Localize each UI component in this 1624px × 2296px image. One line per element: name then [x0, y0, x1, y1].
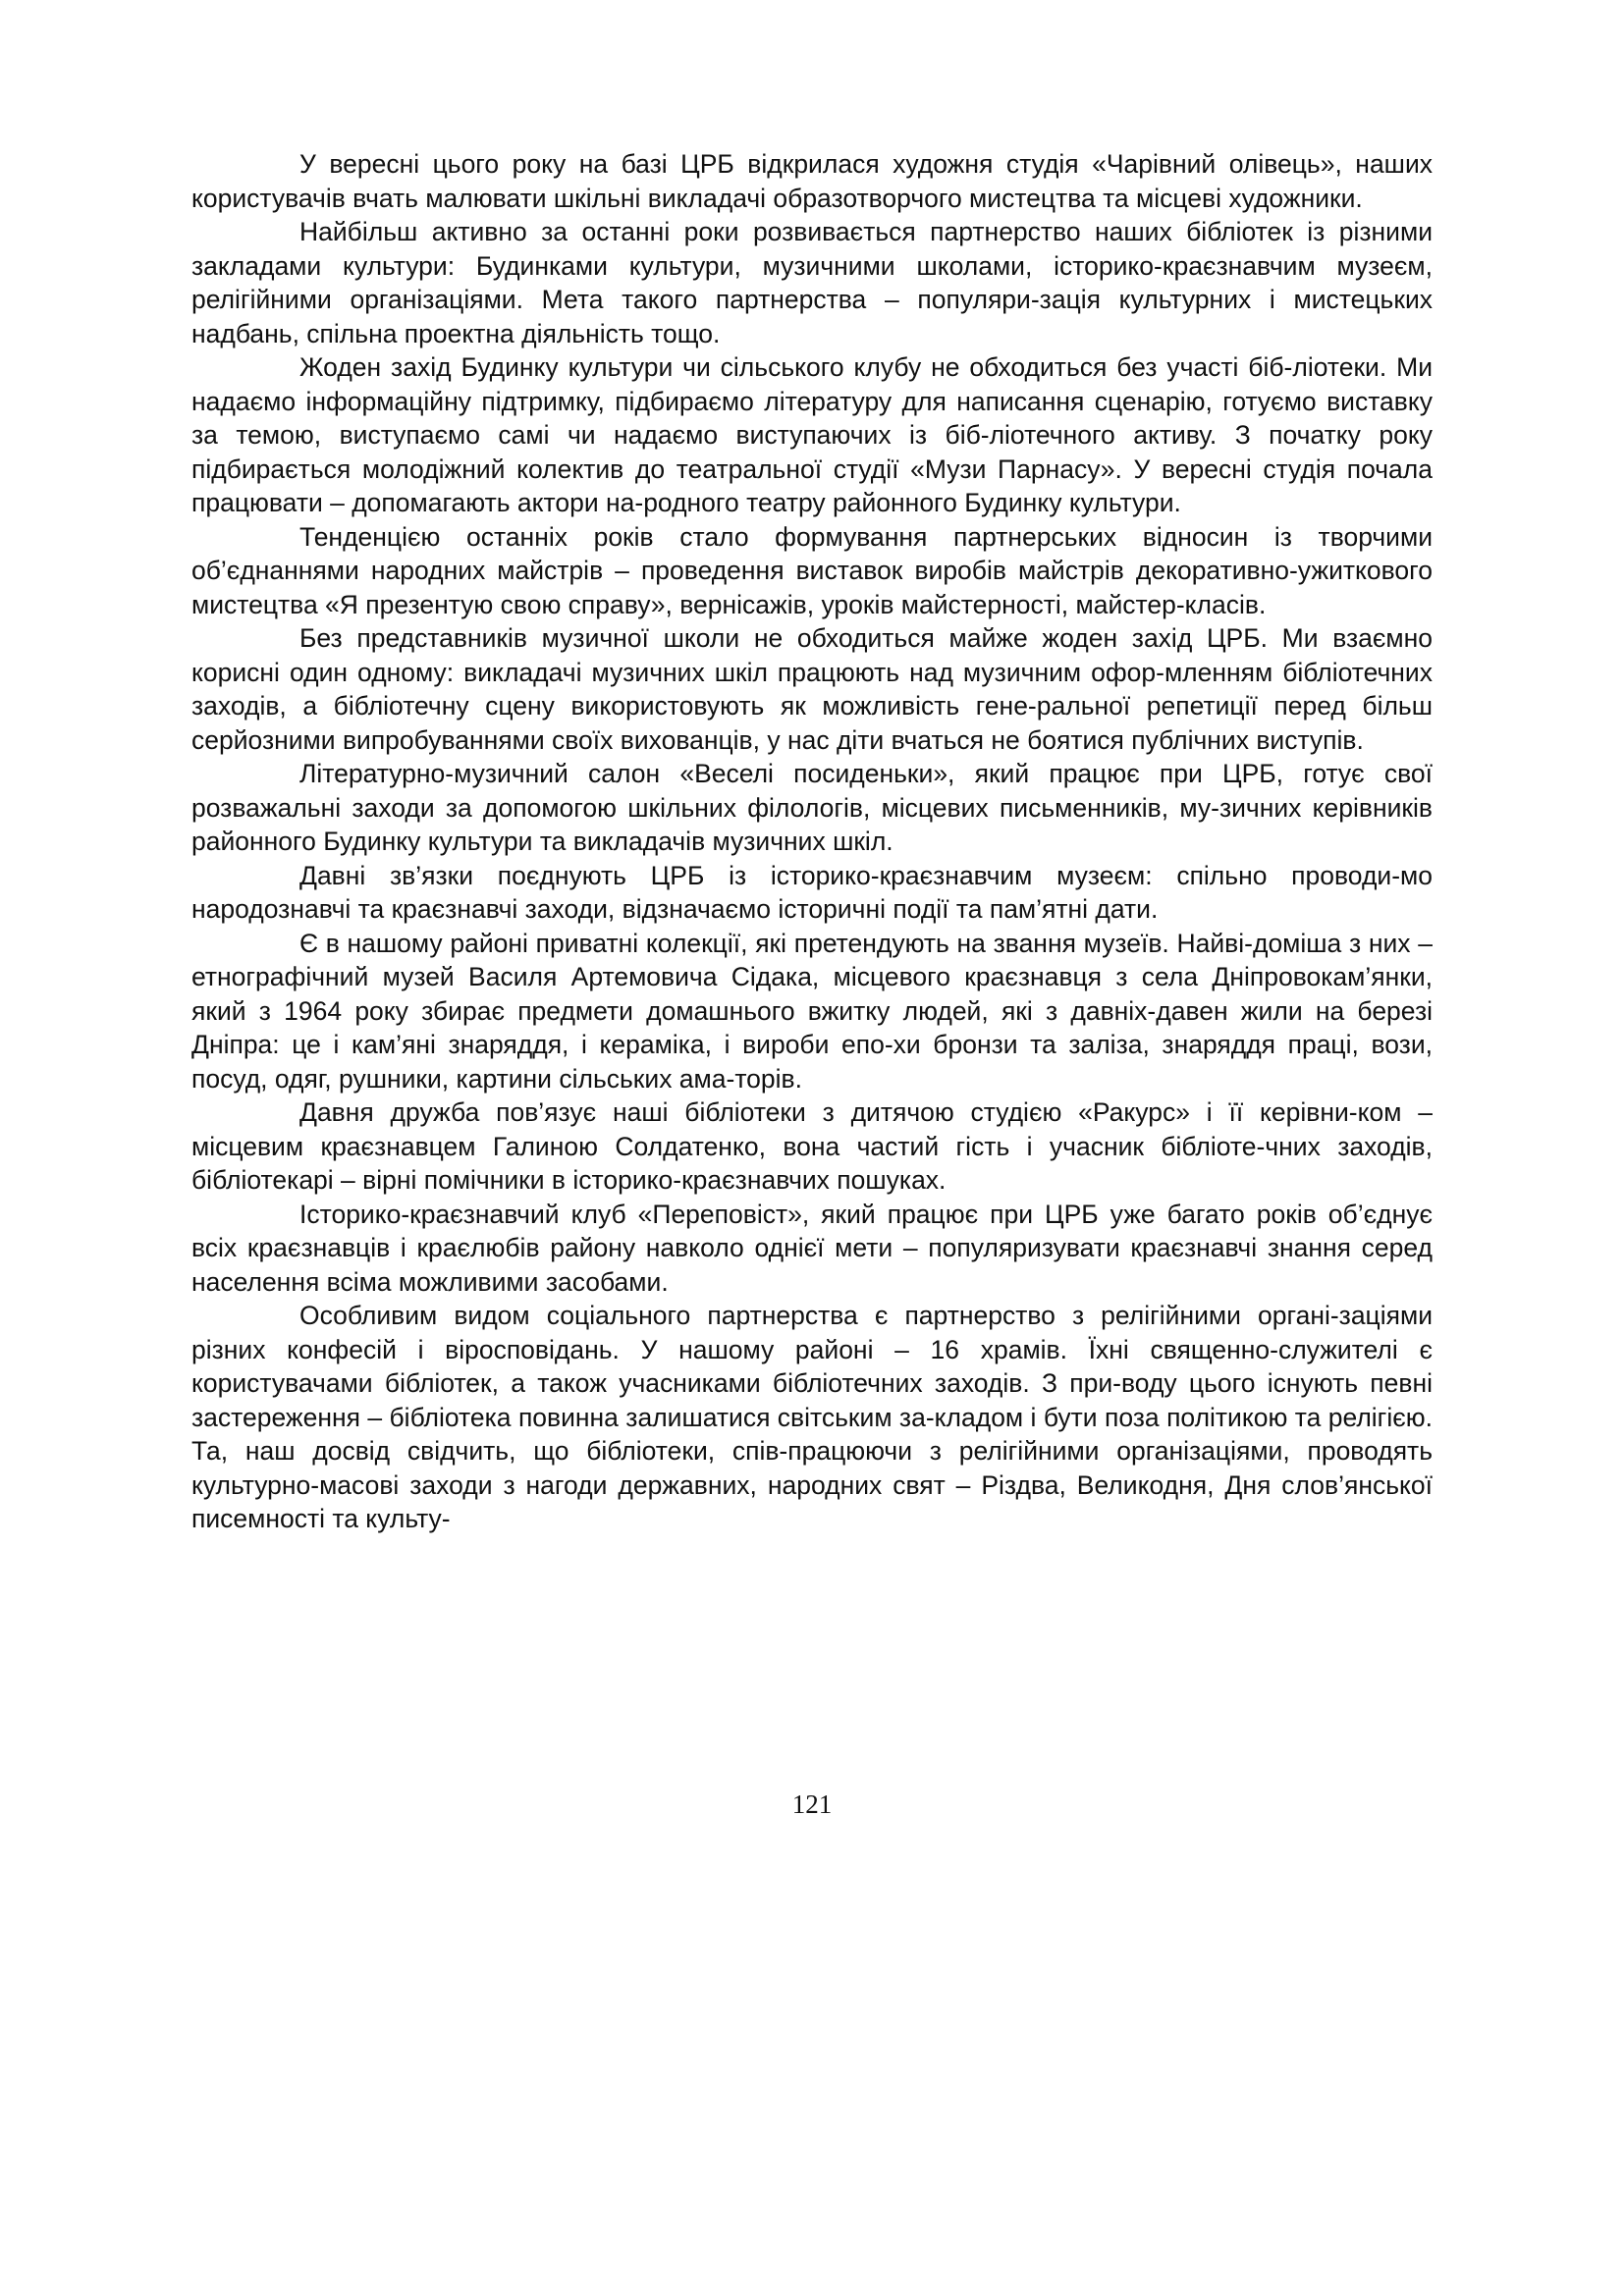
paragraph: Тенденцією останніх років стало формування партнерських відносин із творчими об’єднаннями народних майстрів – проведення виставок виробів майстрів декоративно-ужиткового мистецтва «Я презентую свою справу», вернісажів, уроків майстерності, майстер-класів. — [191, 521, 1433, 619]
paragraph: Є в нашому районі приватні колекції, які претендують на звання музеїв. Найві-доміша з них – етнографічний музей Василя Артемовича Сідака, місцевого краєзнавця з села Дніпровокам’янки, який з 1964 року збирає предмети домашнього вжитку людей, які з давніх-давен жили на березі Дніпра: це і кам’яні знаряддя, і кераміка, і вироби епо-хи бронзи та заліза, знаряддя праці, вози, посуд, одяг, рушники, картини сільських ама-торів. — [191, 928, 1433, 1094]
paragraph: Особливим видом соціального партнерства є партнерство з релігійними органі-заціями різних конфесій і віросповідань. У нашому районі – 16 храмів. Їхні священно-служителі є користувачами бібліотек, а також учасниками бібліотечних заходів. З при-воду цього існують певні застереження – бібліотека повинна залишатися світським за-кладом і бути поза політикою та релігією. Та, наш досвід свідчить, що бібліотеки, спів-працюючи з релігійними організаціями, проводять культурно-масові заходи з нагоди державних, народних свят – Різдва, Великодня, Дня слов’янської писемності та культу- — [191, 1301, 1433, 1533]
body-text — [191, 147, 1433, 1536]
paragraph: Найбільш активно за останні роки розвивається партнерство наших бібліотек із різними закладами культури: Будинками культури, музичними школами, історико-краєзнавчим музеєм, релігійними організаціями. Мета такого партнерства – популяри-зація культурних і мистецьких надбань, спільна проектна діяльність тощо. — [191, 217, 1433, 348]
paragraph: У вересні цього року на базі ЦРБ відкрилася художня студія «Чарівний олівець», наших користувачів вчать малювати шкільні викладачі образотворчого мистецтва та місцеві художники. — [191, 149, 1433, 213]
paragraph: Жоден захід Будинку культури чи сільського клубу не обходиться без участі біб-ліотеки. Ми надаємо інформаційну підтримку, підбираємо літературу для написання сценарію, готуємо виставку за темою, виступаємо самі чи надаємо виступаючих із біб-ліотечного активу. З початку року підбирається молодіжний колектив до театральної студії «Музи Парнасу». У вересні студія почала працювати – допомагають актори на-родного театру районного Будинку культури. — [191, 352, 1433, 517]
paragraph: Без представників музичної школи не обходиться майже жоден захід ЦРБ. Ми взаємно корисні один одному: викладачі музичних шкіл працюють над музичним офор-мленням бібліотечних заходів, а бібліотечну сцену використовують як можливість гене-ральної репетиції перед більш серйозними випробуваннями своїх вихованців, у нас діти вчаться не боятися публічних виступів. — [191, 623, 1433, 755]
paragraph: Давня дружба пов’язує наші бібліотеки з дитячою студією «Ракурс» і її керівни-ком – місцевим краєзнавцем Галиною Солдатенко, вона частий гість і учасник бібліоте-чних заходів, бібліотекарі – вірні помічники в історико-краєзнавчих пошуках. — [191, 1097, 1433, 1195]
paragraph: Давні зв’язки поєднують ЦРБ із історико-краєзнавчим музеєм: спільно проводи-мо народознавчі та краєзнавчі заходи, відзначаємо історичні події та пам’ятні дати. — [191, 860, 1433, 924]
paragraph: Літературно-музичний салон «Веселі посиденьки», який працює при ЦРБ, готує свої розважальні заходи за допомогою шкільних філологів, місцевих письменників, му-зичних керівників районного Будинку культури та викладачів музичних шкіл. — [191, 759, 1433, 856]
paragraph: Історико-краєзнавчий клуб «Переповіст», який працює при ЦРБ уже багато років об’єднує всіх краєзнавців і краєлюбів району навколо однієї мети – популяризувати краєзнавчі знання серед населення всіма можливими засобами. — [191, 1199, 1433, 1297]
page-number: 121 — [791, 1789, 833, 1819]
